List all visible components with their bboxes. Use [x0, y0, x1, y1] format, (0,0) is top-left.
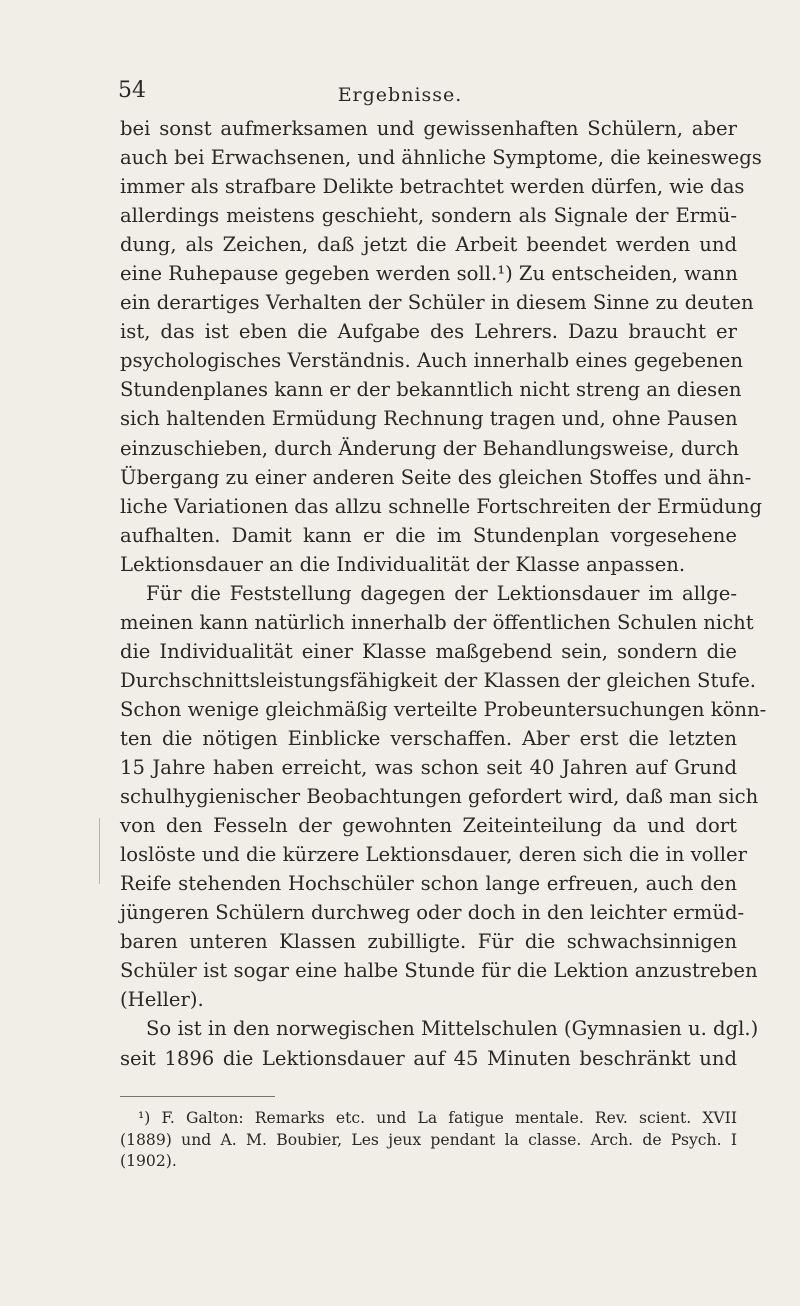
text-line: Schon wenige gleichmäßig verteilte Probeuntersuchungen könn- [120, 697, 767, 721]
margin-pencil-mark [99, 818, 103, 884]
body-text [120, 114, 767, 1073]
text-line: einzuschieben, durch Änderung der Behandlungsweise, durch [120, 436, 739, 460]
text-line: (Heller). [120, 988, 204, 1012]
page-number: 54 [118, 78, 146, 103]
footnote-line: (1889) und A. M. Boubier, Les jeux pendant la classe. Arch. de Psych. I [120, 1130, 737, 1149]
text-line: allerdings meistens geschieht, sondern als Signale der Ermü- [120, 204, 737, 228]
text-line: von den Fesseln der gewohnten Zeiteinteilung da und dort [120, 814, 737, 838]
text-line: eine Ruhepause gegeben werden soll.¹) Zu entscheiden, wann [120, 262, 738, 286]
text-line: Für die Feststellung dagegen der Lektionsdauer im allge- [146, 581, 737, 605]
text-line: liche Variationen das allzu schnelle Fortschreiten der Ermüdung [120, 494, 763, 518]
text-line: ten die nötigen Einblicke verschaffen. Aber erst die letzten [120, 726, 737, 750]
running-head: Ergebnisse. [337, 84, 463, 106]
text-line: meinen kann natürlich innerhalb der öffentlichen Schulen nicht [120, 610, 754, 634]
text-line: 15 Jahre haben erreicht, was schon seit 40 Jahren auf Grund [120, 756, 737, 780]
text-line: baren unteren Klassen zubilligte. Für die schwachsinnigen [120, 930, 737, 954]
footnote-line: (1902). [120, 1152, 177, 1170]
text-line: ein derartiges Verhalten der Schüler in diesem Sinne zu deuten [120, 291, 754, 315]
text-line: Durchschnittsleistungsfähigkeit der Klassen der gleichen Stufe. [120, 668, 757, 692]
text-line: loslöste und die kürzere Lektionsdauer, deren sich die in voller [120, 843, 747, 867]
text-line: immer als strafbare Delikte betrachtet werden dürfen, wie das [120, 175, 745, 199]
text-line: aufhalten. Damit kann er die im Stundenplan vorgesehene [120, 523, 737, 547]
text-line: Übergang zu einer anderen Seite des gleichen Stoffes und ähn- [120, 465, 752, 489]
text-line: schulhygienischer Beobachtungen gefordert wird, daß man sich [120, 785, 759, 809]
footnote-line: ¹) F. Galton: Remarks etc. und La fatigue mentale. Rev. scient. XVII [138, 1109, 737, 1127]
text-line: die Individualität einer Klasse maßgebend sein, sondern die [120, 639, 737, 663]
text-line: seit 1896 die Lektionsdauer auf 45 Minuten beschränkt und [120, 1046, 737, 1070]
text-line: Schüler ist sogar eine halbe Stunde für die Lektion anzustreben [120, 959, 758, 983]
footnotes [120, 1108, 737, 1173]
text-line: auch bei Erwachsenen, und ähnliche Symptome, die keineswegs [120, 146, 762, 170]
text-line: Reife stehenden Hochschüler schon lange erfreuen, auch den [120, 872, 737, 896]
text-line: sich haltenden Ermüdung Rechnung tragen und, ohne Pausen [120, 407, 738, 431]
text-line: Lektionsdauer an die Individualität der Klasse anpassen. [120, 552, 686, 576]
text-line: dung, als Zeichen, daß jetzt die Arbeit beendet werden und [120, 233, 737, 257]
text-line: So ist in den norwegischen Mittelschulen (Gymnasien u. dgl.) [146, 1017, 759, 1041]
text-line: bei sonst aufmerksamen und gewissenhaften Schülern, aber [120, 117, 737, 140]
footnote-divider [120, 1096, 275, 1097]
text-line: psychologisches Verständnis. Auch innerhalb eines gegebenen [120, 349, 743, 373]
text-line: Stundenplanes kann er der bekanntlich nicht streng an diesen [120, 378, 742, 402]
text-line: ist, das ist eben die Aufgabe des Lehrers. Dazu braucht er [120, 320, 737, 344]
text-line: jüngeren Schülern durchweg oder doch in den leichter ermüd- [120, 901, 745, 925]
